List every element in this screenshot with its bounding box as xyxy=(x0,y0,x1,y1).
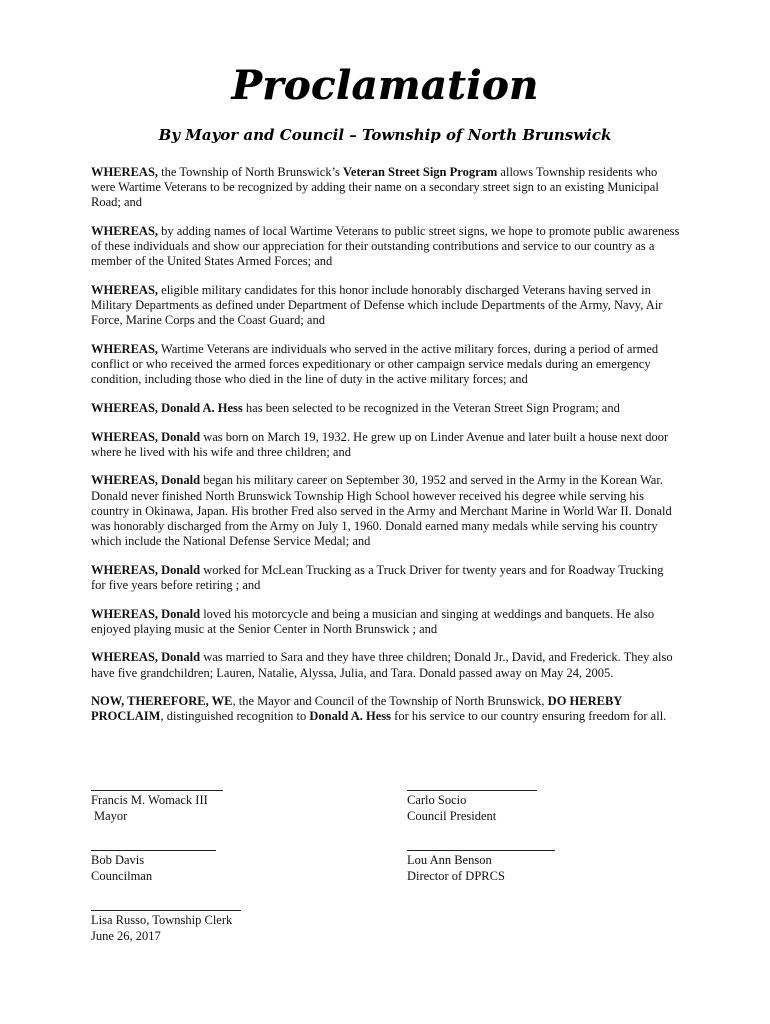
body-text: by adding names of local Wartime Veterans to public street signs, we hope to promote public awareness of these individuals and show our appreciation for their outstanding contributions and service to our country as a member of the United States Armed Forces; and xyxy=(91,224,680,269)
signature-line xyxy=(91,850,216,851)
signature-line xyxy=(91,790,223,791)
bold-text: WHEREAS, Donald xyxy=(91,562,201,577)
signature-block-mayor xyxy=(91,790,223,824)
body-text: eligible military candidates for this honor include honorably discharged Veterans having served in Military Departments as defined under Department of Defense which include Departments of the Army, Navy, Air Force, Marine Corps and the Coast Guard; and xyxy=(91,283,663,328)
whereas-paragraph xyxy=(91,694,681,724)
whereas-paragraph xyxy=(91,342,681,388)
bold-text: WHEREAS, xyxy=(91,224,159,238)
whereas-paragraph xyxy=(91,473,681,549)
whereas-paragraph xyxy=(91,165,681,211)
body-text: has been selected to be recognized in the Veteran Street Sign Program; and xyxy=(242,401,620,415)
body-text: was born on March 19, 1932. He grew up on Linder Avenue and later built a house next door where he lived with his wife and three children; and xyxy=(91,429,669,459)
bold-text: WHEREAS, xyxy=(91,165,159,179)
signer-date: June 26, 2017 xyxy=(91,928,161,943)
bold-text: DO HEREBY PROCLAIM xyxy=(91,694,622,724)
proclamation-body xyxy=(91,165,681,738)
bold-text: WHEREAS, Donald xyxy=(91,429,201,444)
signer-title: Council President xyxy=(407,808,497,823)
body-text: for his service to our country ensuring freedom for all. xyxy=(391,709,667,724)
bold-text: Donald A. Hess xyxy=(309,709,392,724)
body-text: the Township of North Brunswick’s xyxy=(158,165,344,179)
signer-name: Bob Davis xyxy=(91,853,145,867)
signer-title: Director of DPRCS xyxy=(407,868,505,883)
bold-text: NOW, THEREFORE, WE xyxy=(91,694,233,709)
signature-block-councilman xyxy=(91,850,216,884)
signature-block-council-president xyxy=(407,790,537,824)
document-title: Proclamation xyxy=(231,62,539,109)
body-text: loved his motorcycle and being a musician and singing at weddings and banquets. He also enjoyed playing music at the Senior Center in North Brunswick ; and xyxy=(91,606,655,636)
body-text: , the Mayor and Council of the Township of North Brunswick, xyxy=(232,694,548,709)
signer-name: Francis M. Womack III xyxy=(91,793,208,807)
body-text: allows Township residents who were Wartime Veterans to be recognized by adding their name on a secondary street sign to an existing Municipal Road; and xyxy=(91,165,659,210)
whereas-paragraph xyxy=(91,650,681,680)
bold-text: WHEREAS, xyxy=(91,283,159,297)
bold-text: WHEREAS, xyxy=(91,342,159,356)
body-text: worked for McLean Trucking as a Truck Driver for twenty years and for Roadway Trucking for five years before retiring ; and xyxy=(91,562,664,592)
whereas-paragraph xyxy=(91,401,681,416)
signer-title: Councilman xyxy=(91,868,153,883)
bold-text: WHEREAS, Donald xyxy=(91,650,201,665)
whereas-paragraph xyxy=(91,607,681,637)
whereas-paragraph xyxy=(91,430,681,460)
whereas-paragraph xyxy=(91,563,681,593)
signature-line xyxy=(407,790,537,791)
document-subtitle: By Mayor and Council – Township of North Brunswick xyxy=(158,126,612,144)
signature-block-director xyxy=(407,850,555,884)
signer-name: Lisa Russo, Township Clerk xyxy=(91,913,233,927)
whereas-paragraph xyxy=(91,224,681,270)
bold-text: WHEREAS, Donald A. Hess xyxy=(91,401,243,415)
body-text: Wartime Veterans are individuals who served in the active military forces, during a period of armed conflict or who received the armed forces expeditionary or other campaign service medals during an emergency condition, including those who died in the line of duty in the active military forces; and xyxy=(91,342,659,387)
bold-text: WHEREAS, Donald xyxy=(91,606,201,621)
body-text: , distinguished recognition to xyxy=(160,709,310,724)
body-text: began his military career on September 30, 1952 and served in the Army in the Korean War. Donald never finished North Brunswick Township High School however received his degree while serving his country in Okinawa, Japan. His brother Fred also served in the Army and Merchant Marine in World War II. Donald was honorably discharged from the Army on July 1, 1960. Donald earned many medals while serving his country which include the National Defense Service Medal; and xyxy=(91,473,672,549)
signature-line xyxy=(407,850,555,851)
bold-text: WHEREAS, Donald xyxy=(91,473,201,488)
whereas-paragraph xyxy=(91,283,681,329)
signature-line xyxy=(91,910,241,911)
signer-name: Carlo Socio xyxy=(407,793,467,807)
body-text: was married to Sara and they have three children; Donald Jr., David, and Frederick. They also have five grandchildren; Lauren, Natalie, Alyssa, Julia, and Tara. Donald passed away on May 24, 2005. xyxy=(91,650,673,680)
signature-block-clerk xyxy=(91,910,241,944)
bold-text: Veteran Street Sign Program xyxy=(343,165,498,179)
signer-title: Mayor xyxy=(94,808,128,823)
signer-name: Lou Ann Benson xyxy=(407,853,492,867)
